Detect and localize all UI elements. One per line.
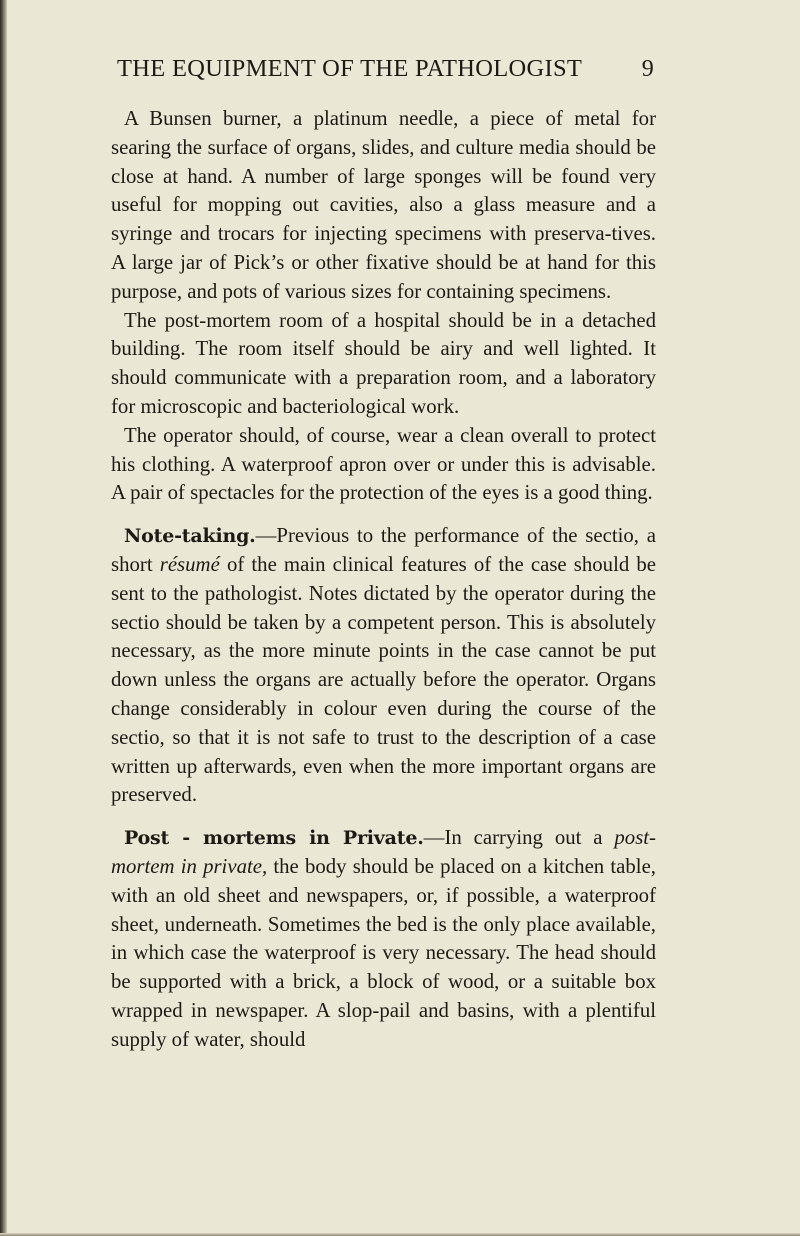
note-taking-text-2: of the main clinical features of the case should be sent to the pathologist. Notes dictated by the operator during the sectio should be taken by a competent person. This is absolutely necessary, as the more minute points in the case cannot be put down unless the organs are actually before the operator. Organs change considerably in colour even during the course of the sectio, so that it is not safe to trust to the description of a case written up afterwards, even when the more important organs are preserved. [111,552,657,807]
book-page [111,54,656,1055]
paragraph-post-mortem-room: The post-mortem room of a hospital should be in a detached building. The room itself should be airy and well lighted. It should communicate with a preparation room, and a laboratory for microscopic and bacteriological work. [111,308,656,418]
paragraph-post-mortems-private [111,824,656,1054]
paragraph-equipment: A Bunsen burner, a platinum needle, a piece of metal for searing the surface of organs, slides, and culture media should be close at hand. A number of large sponges will be found very useful for mopping out cavities, also a glass measure and a syringe and trocars for injecting specimens with preserva-tives. A large jar of Pick’s or other fixative should be at hand for this purpose, and pots of various sizes for containing specimens. [111,107,656,303]
paragraph-note-taking [111,522,656,810]
page-number: 9 [641,56,654,82]
body-text [111,105,656,1055]
side-heading-post-mortems-private: Post - mortems in Private. [124,827,424,850]
running-header [117,54,656,84]
private-text-2: the body should be placed on a kitchen table, with an old sheet and newspapers, or, if possible, a waterproof sheet, underneath. Sometimes the bed is the only place available, in which case the waterproof is very necessary. The head should be supported with a brick, a block of wood, or a suitable box wrapped in newspaper. A slop-pail and basins, with a plentiful supply of water, should [111,854,656,1051]
side-heading-note-taking: Note-taking. [124,525,256,548]
running-title: THE EQUIPMENT OF THE PATHOLOGIST [117,55,583,82]
note-taking-text-1: —Previous to the performance of the sectio, a short [111,524,656,576]
page-binding-shadow [0,0,7,1236]
private-text-1: —In carrying out a [423,826,615,850]
paragraph-operator: The operator should, of course, wear a clean overall to protect his clothing. A waterproof apron over or under this is advisable. A pair of spectacles for the protection of the eyes is a good thing. [111,423,656,505]
private-italic: post-mortem in private, [111,826,656,878]
note-taking-italic: résumé [159,552,220,576]
